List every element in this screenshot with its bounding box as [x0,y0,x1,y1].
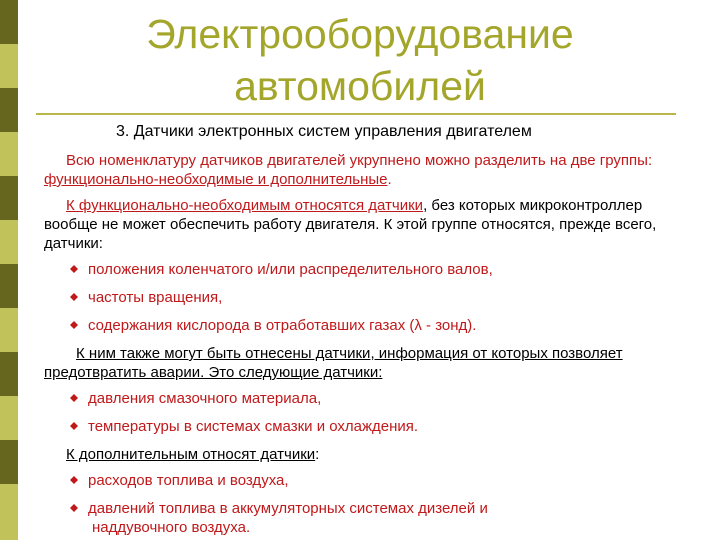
diamond-bullet-icon [70,321,78,329]
group3-text: : [315,446,320,463]
group1-text: , без которых микроконтроллер вообще не может обеспечить работу двигателя. К этой группе относятся, прежде всего, датчики: [44,197,657,252]
strip-block [0,484,18,540]
strip-block [0,132,18,176]
list-item [44,471,680,490]
strip-block [0,396,18,440]
strip-block [0,88,18,132]
list-item-text: давления смазочного материала, [88,390,322,407]
list-item-text: давлений топлива в аккумуляторных системах дизелей и [88,500,488,517]
strip-block [0,176,18,220]
strip-block [0,308,18,352]
group1-list [44,260,680,335]
group2-heading-link[interactable]: К ним также могут быть отнесены датчики, информация от которых позволяет предотвратить аварии. Это следующие датчики: [44,345,623,381]
list-item-text: температуры в системах смазки и охлаждения. [88,418,419,435]
intro-suffix: . [387,171,392,188]
title-divider [36,113,676,115]
intro-groups-link[interactable]: функционально-необходимые и дополнительные [44,171,388,188]
strip-block [0,352,18,396]
group3-heading-link[interactable]: К дополнительным относят датчики [66,446,316,463]
list-item-text: содержания кислорода в отработавших газах (λ - зонд). [88,317,477,334]
group2-list [44,389,680,436]
list-item [44,260,680,279]
list-item [44,316,680,335]
diamond-bullet-icon [70,394,78,402]
list-item [44,417,680,436]
slide-title-line1: Электрооборудование [146,11,574,57]
strip-block [0,264,18,308]
list-item [44,288,680,307]
section-heading: 3. Датчики электронных систем управления двигателем [116,123,532,140]
diamond-bullet-icon [70,476,78,484]
list-item-text: частоты вращения, [88,289,223,306]
group3-list [44,471,680,537]
group1-heading-link[interactable]: К функционально-необходимым относятся датчики [66,197,424,214]
diamond-bullet-icon [70,504,78,512]
strip-block [0,44,18,88]
group3-paragraph [44,445,680,464]
list-item-text: положения коленчатого и/или распределительного валов, [88,261,493,278]
list-item [44,499,680,537]
list-item-continuation: наддувочного воздуха. [92,519,251,536]
diamond-bullet-icon [70,422,78,430]
diamond-bullet-icon [70,265,78,273]
strip-block [0,220,18,264]
group1-paragraph [44,196,680,253]
intro-text: Всю номенклатуру датчиков двигателей укрупнено можно разделить на две группы: [66,152,653,169]
group2-paragraph [44,344,680,382]
slide-body [44,118,680,546]
slide-title-line2: автомобилей [234,63,486,109]
strip-block [0,0,18,44]
slide-title [40,8,680,112]
strip-block [0,440,18,484]
list-item-text: расходов топлива и воздуха, [88,472,289,489]
intro-paragraph [44,151,680,189]
diamond-bullet-icon [70,293,78,301]
list-item [44,389,680,408]
